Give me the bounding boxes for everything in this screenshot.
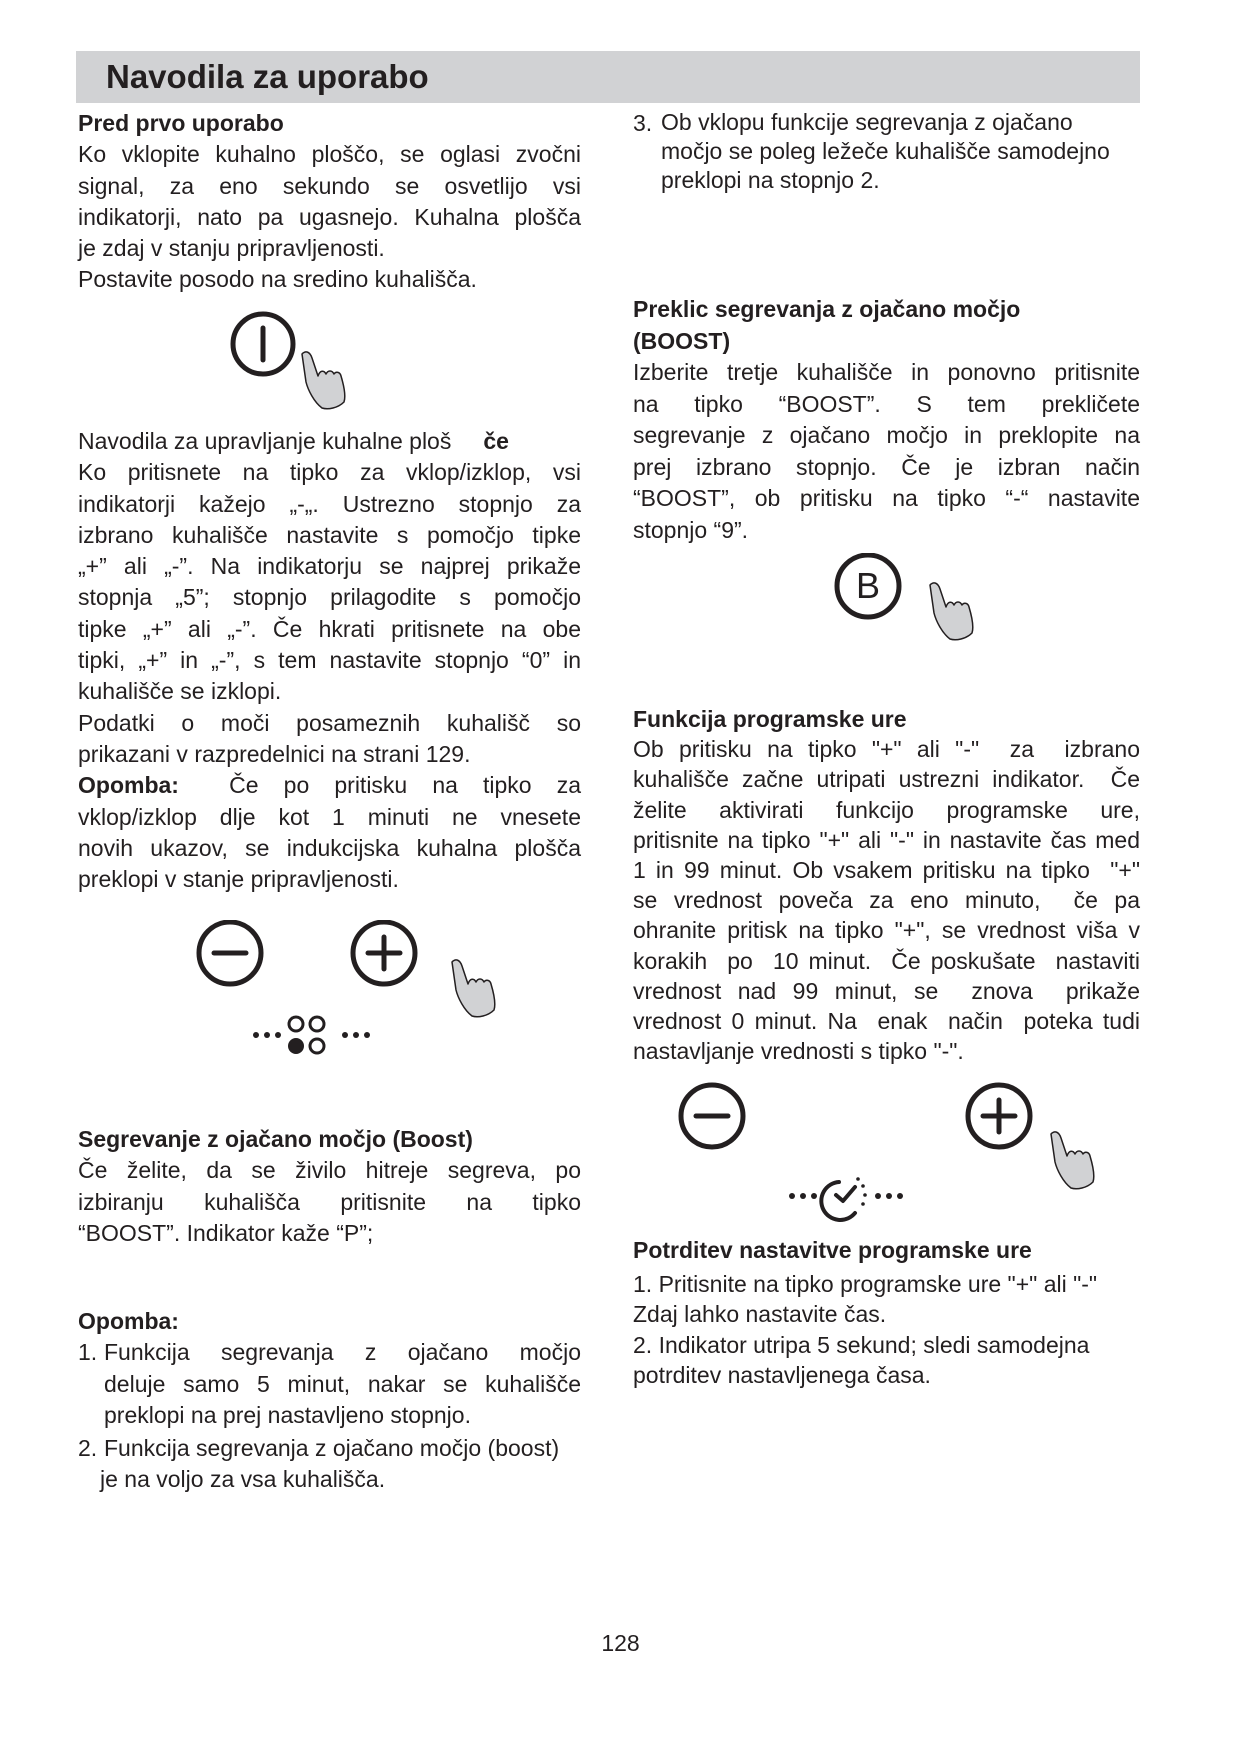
section-note bbox=[78, 1306, 603, 1496]
plus-icon bbox=[968, 1085, 1030, 1147]
text-line: 1. Pritisnite na tipko programske ure "+" ali "-" bbox=[633, 1270, 1098, 1297]
text-line: indikatorji, nato pa ugasnejo. Kuhalna plošča bbox=[78, 203, 581, 230]
text-line: na tipko “BOOST”. S tem prekličete bbox=[633, 390, 1140, 417]
heading-control-part2: če bbox=[483, 428, 509, 454]
dots-left bbox=[789, 1193, 817, 1199]
text-line: tipke „+” ali „-”. Če hkrati pritisnete na obe bbox=[78, 615, 581, 642]
text-line: deluje samo 5 minut, nakar se kuhališče bbox=[104, 1370, 581, 1397]
text-line: izbrano kuhališče nastavite s pomočjo tipke bbox=[78, 521, 581, 548]
boost-letter: B bbox=[855, 565, 881, 606]
note-text: Če po pritisku na tipko za bbox=[229, 772, 581, 799]
list-number: 3. bbox=[633, 110, 653, 136]
pointing-hand-icon bbox=[302, 352, 345, 409]
text-line: Ko pritisnete na tipko za vklop/izklop, vsi bbox=[78, 459, 581, 486]
text-line: kuhališče se izklopi. bbox=[78, 678, 282, 705]
text-line: „+” ali „-”. Na indikatorju se najprej prikaže bbox=[78, 553, 581, 580]
pointing-hand-icon bbox=[1051, 1132, 1094, 1189]
text-line: Funkcija segrevanja z ojačano močjo bbox=[104, 1339, 581, 1366]
text-line: se vrednost poveča za eno minuto, če pa bbox=[633, 887, 1140, 914]
text-line: Postavite posodo na sredino kuhališča. bbox=[78, 266, 477, 293]
page-number: 128 bbox=[601, 1630, 640, 1656]
minus-icon bbox=[199, 922, 261, 984]
text-line: prej izbrano stopnjo. Če je izbran način bbox=[633, 453, 1140, 480]
text-line: nastavljanje vrednosti s tipko "-". bbox=[633, 1038, 964, 1065]
section-boost bbox=[78, 1124, 581, 1249]
note-label: Opomba: bbox=[78, 772, 179, 799]
heading-control-part1: Navodila za upravljanje kuhalne ploš bbox=[78, 428, 452, 454]
power-icon bbox=[233, 314, 293, 374]
pointing-hand-icon bbox=[452, 960, 495, 1017]
text-line: Ob vklopu funkcije segrevanja z ojačano bbox=[661, 109, 1073, 135]
text-line: vrednost 0 minut. Na enak način poteka tudi bbox=[633, 1008, 1140, 1035]
text-line: je na voljo za vsa kuhališča. bbox=[100, 1466, 386, 1493]
section-cancel-boost bbox=[633, 294, 1140, 546]
heading-boost: Segrevanje z ojačano močjo (Boost) bbox=[78, 1126, 473, 1152]
heading-control bbox=[78, 426, 581, 457]
text-line: vrednost nad 99 minut, se znova prikaže bbox=[633, 977, 1140, 1004]
section-timer bbox=[633, 704, 1140, 1066]
text-line: stopnjo “9”. bbox=[633, 516, 749, 543]
list-number: 1. bbox=[78, 1339, 98, 1366]
text-line: Ob pritisku na tipko "+" ali "-" za izbrano bbox=[633, 736, 1140, 763]
heading-cancel-boost: Preklic segrevanja z ojačano močjo bbox=[633, 296, 1021, 322]
text-line: kuhališče začne utripati ustrezni indikator. Če bbox=[633, 766, 1140, 793]
text-line: Zdaj lahko nastavite čas. bbox=[633, 1301, 887, 1327]
text-line: korakih po 10 minut. Če poskušate nastaviti bbox=[633, 947, 1140, 974]
text-line: preklopi v stanje pripravljenosti. bbox=[78, 866, 399, 893]
text-line: novih ukazov, se indukcijska kuhalna plošča bbox=[78, 834, 581, 861]
dots-left bbox=[253, 1032, 281, 1038]
figure-power-button bbox=[228, 310, 368, 410]
text-line: ohranite pritisk na tipko "+", se vrednost viša v bbox=[633, 917, 1140, 944]
text-line: vklop/izklop dlje kot 1 minuti ne vnesete bbox=[78, 803, 581, 830]
text-line: Funkcija segrevanja z ojačano močjo (boost) bbox=[104, 1435, 560, 1462]
section-confirm-timer bbox=[633, 1235, 1140, 1391]
dots-right bbox=[342, 1032, 370, 1038]
text-line: preklopi na prej nastavljeno stopnjo. bbox=[104, 1401, 471, 1428]
cooking-zones-icon bbox=[288, 1017, 324, 1054]
note-item-2 bbox=[78, 1433, 603, 1496]
text-line: je zdaj v stanju pripravljenosti. bbox=[78, 235, 385, 262]
text-line: 1 in 99 minut. Ob vsakem pritisku na tipko "+" bbox=[633, 857, 1140, 884]
timer-check-icon bbox=[821, 1177, 866, 1220]
text-line: prikazani v razpredelnici na strani 129. bbox=[78, 740, 471, 767]
text-line: segrevanje z ojačano močjo in preklopite na bbox=[633, 422, 1140, 448]
dots-right bbox=[875, 1193, 903, 1199]
text-line: Ko vklopite kuhalno ploščo, se oglasi zvočni bbox=[78, 141, 581, 168]
heading-timer: Funkcija programske ure bbox=[633, 706, 907, 732]
text-line: potrditev nastavljenega časa. bbox=[633, 1362, 931, 1388]
minus-icon bbox=[681, 1085, 743, 1147]
text-line: Če želite, da se živilo hitreje segreva, po bbox=[78, 1157, 581, 1184]
text-line: “BOOST”. Indikator kaže “P”; bbox=[78, 1219, 374, 1246]
text-line: indikatorji kažejo „-„. Ustrezno stopnjo za bbox=[78, 490, 581, 517]
section-boost-item3 bbox=[633, 108, 1153, 195]
text-line: Izberite tretje kuhališče in ponovno pritisnite bbox=[633, 359, 1140, 385]
section-first-use bbox=[78, 108, 581, 296]
list-number: 2. bbox=[78, 1435, 98, 1462]
section-control bbox=[78, 426, 581, 895]
boost-item-3 bbox=[633, 108, 1153, 195]
text-line: “BOOST”, ob pritisku na tipko “-“ nastavite bbox=[633, 485, 1140, 511]
figure-boost-button bbox=[832, 553, 992, 643]
figure-timer-controls bbox=[675, 1082, 1115, 1232]
text-line: signal, za eno sekundo se osvetlijo vsi bbox=[78, 172, 581, 199]
pointing-hand-icon bbox=[930, 583, 973, 640]
text-line: želite aktivirati funkcijo programske ure, bbox=[633, 796, 1140, 823]
boost-button-icon bbox=[837, 555, 899, 617]
heading-cancel-boost-2: (BOOST) bbox=[633, 327, 731, 354]
text-line: izbiranju kuhališča pritisnite na tipko bbox=[78, 1188, 581, 1215]
text-line: 2. Indikator utripa 5 sekund; sledi samodejna bbox=[633, 1331, 1090, 1358]
text-line: tipki, „+” in „-”, s tem nastavite stopnjo “0” in bbox=[78, 647, 581, 674]
note-line bbox=[78, 770, 581, 801]
heading-first-use: Pred prvo uporabo bbox=[78, 110, 284, 136]
plus-icon bbox=[353, 922, 415, 984]
text-line: pritisnite na tipko "+" ali "-" in nastavite čas med bbox=[633, 826, 1140, 853]
text-line: močjo se poleg ležeče kuhališče samodejno bbox=[661, 138, 1110, 164]
figure-plus-minus-zones bbox=[190, 920, 520, 1070]
page-title: Navodila za uporabo bbox=[106, 58, 429, 95]
heading-note: Opomba: bbox=[78, 1308, 179, 1334]
text-line: preklopi na stopnjo 2. bbox=[661, 167, 880, 193]
section-header-bar bbox=[76, 51, 1140, 103]
text-line: Podatki o moči posameznih kuhališč so bbox=[78, 709, 581, 736]
note-item-1 bbox=[78, 1337, 581, 1431]
text-line: stopnja „5”; stopnjo prilagodite s pomočjo bbox=[78, 584, 581, 611]
heading-confirm-timer: Potrditev nastavitve programske ure bbox=[633, 1237, 1032, 1263]
